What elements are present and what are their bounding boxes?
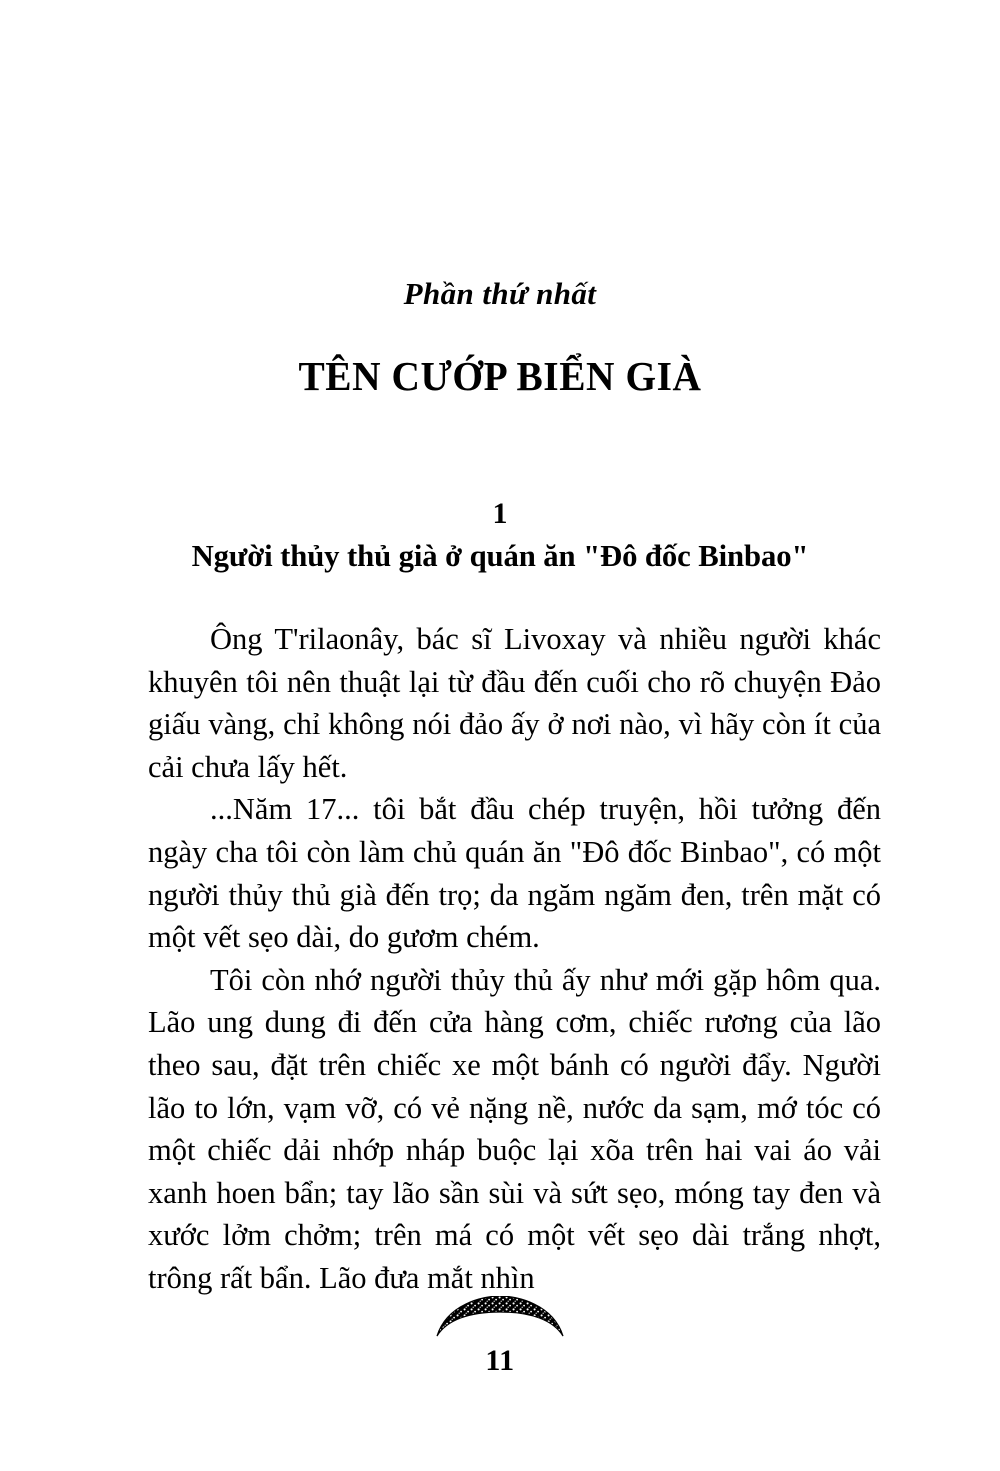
part-title: TÊN CƯỚP BIỂN GIÀ xyxy=(298,353,702,399)
body-text xyxy=(148,618,881,1300)
body-paragraph: Ông T'rilaonây, bác sĩ Livoxay và nhiều người khác khuyên tôi nên thuật lại từ đầu đến cuối cho rõ chuyện Đảo giấu vàng, chỉ không nói đảo ấy ở nơi nào, vì hãy còn ít của cải chưa lấy hết. xyxy=(148,622,881,784)
body-paragraph: Tôi còn nhớ người thủy thủ ấy như mới gặp hôm qua. Lão ung dung đi đến cửa hàng cơm, chiếc rương của lão theo sau, đặt trên chiếc xe một bánh có người đẩy. Người lão to lớn, vạm vỡ, có vẻ nặng nề, nước da sạm, mớ tóc có một chiếc dải nhớp nháp buộc lại xõa trên hai vai áo vải xanh hoen bẩn; tay lão sần sùi và sứt sẹo, móng tay đen và xước lởm chởm; trên má có một vết sẹo dài trắng nhợt, trông rất bẩn. Lão đưa mắt nhìn xyxy=(148,962,881,1295)
page-footer xyxy=(0,1296,1000,1378)
crescent-ornament-icon xyxy=(435,1296,565,1342)
chapter-number: 1 xyxy=(492,497,508,530)
page-number: 11 xyxy=(485,1344,515,1377)
chapter-title: Người thủy thủ già ở quán ăn "Đô đốc Binbao" xyxy=(191,538,809,573)
part-eyebrow: Phần thứ nhất xyxy=(403,276,597,311)
body-paragraph: ...Năm 17... tôi bắt đầu chép truyện, hồi tưởng đến ngày cha tôi còn làm chủ quán ăn "Đô đốc Binbao", có một người thủy thủ già đến trọ; da ngăm ngăm đen, trên mặt có một vết sẹo dài, do gươm chém. xyxy=(148,792,881,955)
